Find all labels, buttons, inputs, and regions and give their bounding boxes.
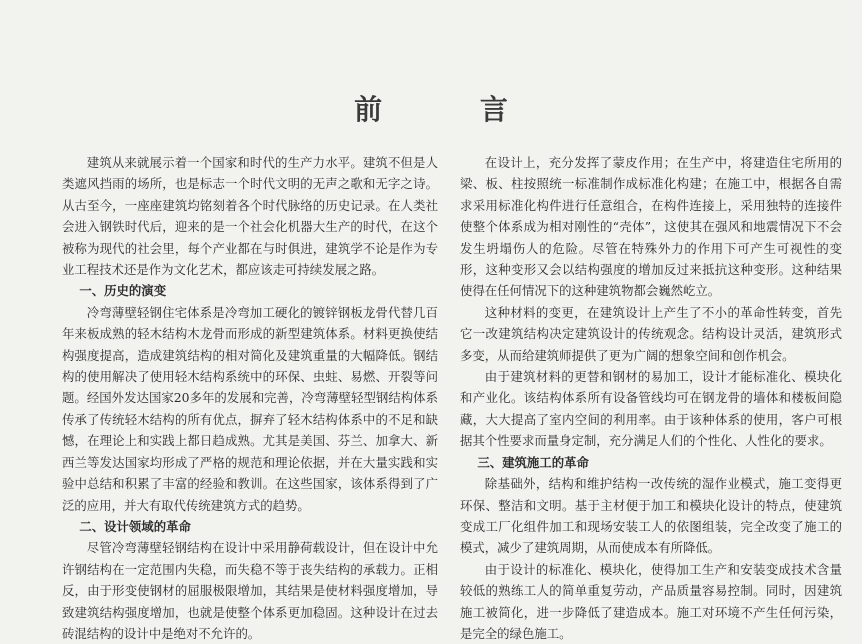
section-heading-design: 二、设计领域的革命	[79, 518, 191, 534]
right-column	[460, 152, 842, 644]
design-paragraph-3: 这种材料的变更，在建筑设计上产生了不小的革命性转变，首先它一改建筑结构决定建筑设计的传统观念。结构设计灵活，建筑形式多变，从而给建筑师提供了更为广阔的想象空间和创作机会。	[460, 304, 842, 363]
section-heading-construction: 三、建筑施工的革命	[477, 454, 589, 470]
construction-paragraph-2: 由于设计的标准化、模块化，使得加工生产和安装变成技术含量较低的熟练工人的简单重复劳动，产品质量容易控制。同时，因建筑施工被简化，进一步降低了建造成本。施工对环境不产生任何污染，是完全的绿色施工。	[460, 561, 842, 641]
intro-paragraph: 建筑从来就展示着一个国家和时代的生产力水平。建筑不但是人类遮风挡雨的场所，也是标志一个时代文明的无声之歌和无字之诗。从古至今，一座座建筑均铭刻着各个时代脉络的历史记录。在人类社会进入钢铁时代后，迎来的是一个社会化机器大生产的时代，在这个被称为现代的社会里，每个产业都在与时俱进，建筑学不论是作为专业工程技术还是作为文化艺术，都应该走可持续发展之路。	[62, 155, 438, 278]
history-paragraph: 冷弯薄壁轻钢住宅体系是冷弯加工硬化的镀锌钢板龙骨代替几百年来板成熟的轻木结构木龙骨而形成的新型建筑体系。材料更换使结构强度提高，造成建筑结构的相对简化及建筑重量的大幅降低。钢结构的使用解决了使用轻木结构系统中的环保、虫蛀、易燃、开裂等问题。经国外发达国家20多年的发展和完善，冷弯薄壁轻型钢结构体系传承了传统轻木结构的所有优点，摒弃了轻木结构体系中的不足和缺憾，在理论上和实践上都日趋成熟。尤其是美国、芬兰、加拿大、新西兰等发达国家均形成了严格的规范和理论依据，并在大量实践和实验中总结和积累了丰富的经验和教训。在这些国家，该体系得到了广泛的应用，并大有取代传统建筑方式的趋势。	[62, 304, 438, 513]
page-title: 前 言	[354, 93, 552, 126]
design-paragraph-4: 由于建筑材料的更替和钢材的易加工，设计才能标准化、模块化和产业化。该结构体系所有设备管线均可在钢龙骨的墙体和楼板间隐藏，大大提高了室内空间的利用率。由于该种体系的使用，客户可根据其个性要求而量身定制，充分满足人们的个性化、人性化的要求。	[460, 369, 842, 449]
construction-paragraph-1: 除基础外，结构和维护结构一改传统的湿作业模式，施工变得更环保、整洁和文明。基于主材便于加工和模块化设计的特点，使建筑变成工厂化组件加工和现场安装工人的依图组装，完全改变了施工的模式，减少了建筑周期，从而使成本有所降低。	[460, 476, 842, 556]
design-paragraph-1: 尽管冷弯薄壁轻钢结构在设计中采用静荷载设计，但在设计中允许钢结构在一定范围内失稳，而失稳不等于丧失结构的承载力。正相反，由于形变使钢材的屈服极限增加，其结果是使材料强度增加，导致建筑结构强度增加，也就是使整个体系更加稳固。这种设计在过去砖混结构的设计中是绝对不允许的。	[62, 540, 438, 641]
section-heading-history: 一、历史的演变	[79, 283, 167, 299]
design-paragraph-2: 在设计上，充分发挥了蒙皮作用；在生产中，将建造住宅所用的梁、板、柱按照统一标准制作成标准化构建；在施工中，根据各自需求采用标准化构件进行任意组合，在构件连接上，采用独特的连接件使整个体系成为相对刚性的“壳体”，这使其在强风和地震情况下不会发生坍塌伤人的危险。尽管在特殊外力的作用下可产生可视性的变形，这种变形又会以结构强度的增加反过来抵抗这种变形。这种结果使得在任何情况下的这种建筑物都会巍然屹立。	[460, 155, 842, 299]
left-column	[62, 152, 438, 644]
